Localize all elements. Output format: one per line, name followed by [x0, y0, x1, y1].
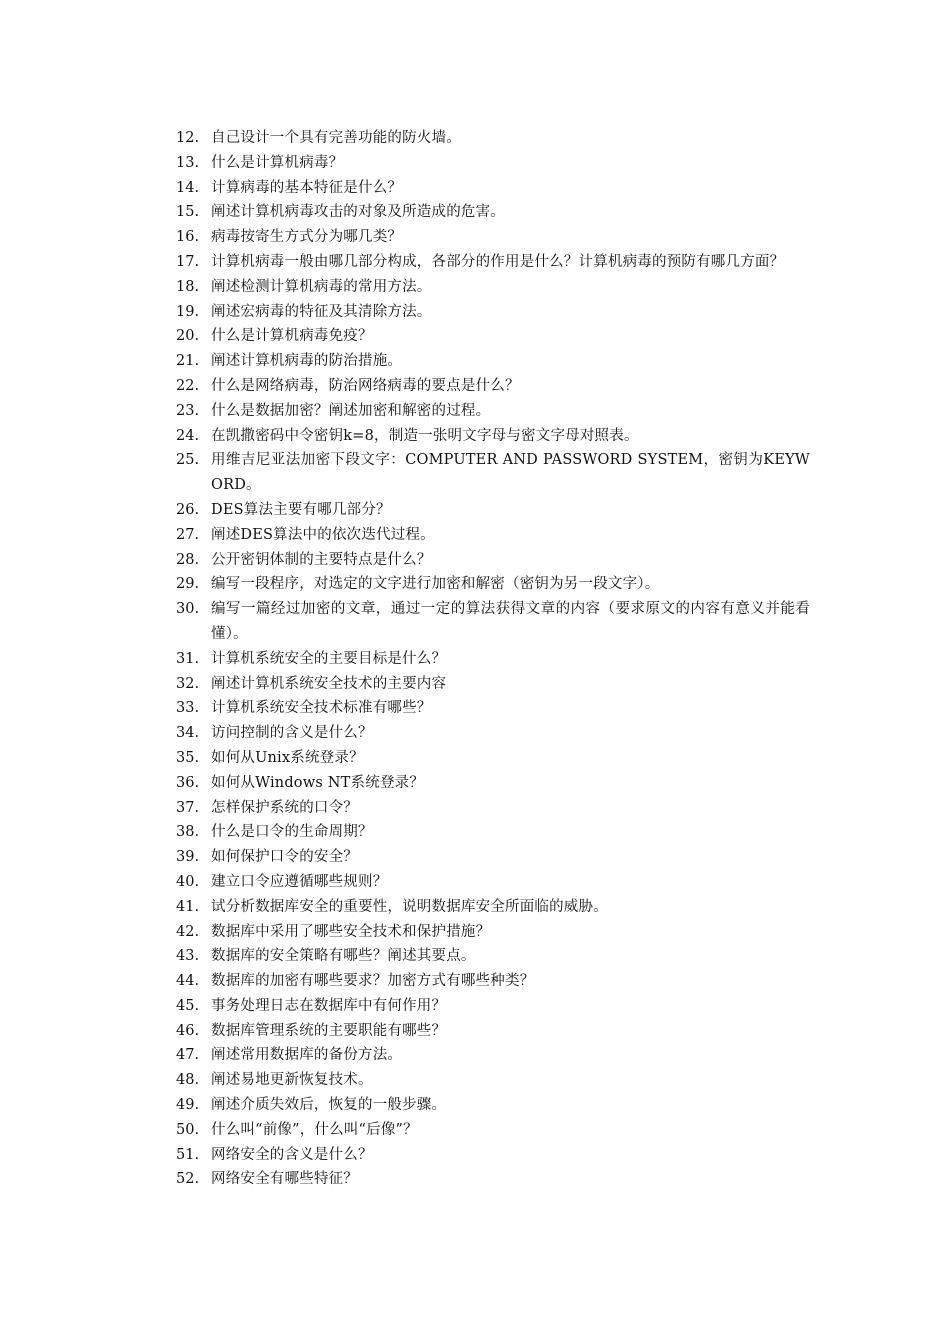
question-number: 35.: [176, 749, 200, 766]
question-text: 数据库的加密有哪些要求？加密方式有哪些种类？: [211, 973, 535, 990]
question-number: 47.: [176, 1047, 200, 1064]
question-text: 阐述计算机病毒的防治措施。: [211, 353, 403, 370]
question-item: [176, 523, 810, 548]
question-text: 阐述计算机病毒攻击的对象及所造成的危害。: [211, 204, 505, 221]
question-number: 46.: [176, 1022, 200, 1039]
question-text: 什么叫“前像”，什么叫“后像”？: [211, 1121, 418, 1138]
question-item: [176, 448, 810, 498]
question-text: 访问控制的含义是什么？: [211, 725, 373, 742]
question-item: [176, 399, 810, 424]
question-text: 网络安全的含义是什么？: [211, 1146, 373, 1163]
question-item: [176, 597, 810, 647]
question-item: [176, 845, 810, 870]
question-item: [176, 1068, 810, 1093]
question-number: 18.: [176, 278, 200, 295]
question-text: 阐述宏病毒的特征及其清除方法。: [211, 303, 432, 320]
question-text: 公开密钥体制的主要特点是什么？: [211, 551, 432, 568]
question-item: [176, 200, 810, 225]
question-text: 阐述易地更新恢复技术。: [211, 1072, 373, 1089]
question-number: 25.: [176, 452, 200, 469]
question-text: DES算法主要有哪几部分？: [211, 501, 391, 518]
question-number: 34.: [176, 725, 200, 742]
question-item: [176, 870, 810, 895]
question-number: 14.: [176, 179, 200, 196]
question-item: [176, 920, 810, 945]
question-item: [176, 1167, 810, 1192]
question-text: 在凯撒密码中令密钥k=8，制造一张明文字母与密文字母对照表。: [211, 427, 639, 444]
question-number: 48.: [176, 1072, 200, 1089]
question-text: 自己设计一个具有完善功能的防火墙。: [211, 130, 461, 146]
question-item: [176, 721, 810, 746]
question-text: 建立口令应遵循哪些规则？: [211, 873, 388, 890]
question-item: [176, 275, 810, 300]
question-item: [176, 498, 810, 523]
question-item: [176, 796, 810, 821]
question-item: [176, 151, 810, 176]
question-text: 试分析数据库安全的重要性，说明数据库安全所面临的威胁。: [211, 898, 608, 915]
question-number: 40.: [176, 873, 200, 890]
question-number: 30.: [176, 601, 200, 618]
question-number: 50.: [176, 1121, 200, 1138]
question-number: 41.: [176, 898, 200, 915]
question-item: [176, 1118, 810, 1143]
question-text: 什么是口令的生命周期？: [211, 824, 373, 841]
question-number: 27.: [176, 526, 200, 543]
question-text: 什么是计算机病毒免疫？: [211, 328, 373, 345]
question-item: [176, 176, 810, 201]
question-number: 38.: [176, 824, 200, 841]
question-text: 计算病毒的基本特征是什么？: [211, 179, 403, 196]
question-item: [176, 126, 810, 151]
question-text: 编写一篇经过加密的文章，通过一定的算法获得文章的内容（要求原文的内容有意义并能看懂）。: [211, 601, 810, 642]
question-item: [176, 250, 810, 275]
question-number: 52.: [176, 1171, 200, 1188]
question-item: [176, 1019, 810, 1044]
question-text: 编写一段程序，对选定的文字进行加密和解密（密钥为另一段文字）。: [211, 576, 660, 593]
question-item: [176, 994, 810, 1019]
question-item: [176, 969, 810, 994]
question-item: [176, 820, 810, 845]
question-number: 45.: [176, 997, 200, 1014]
question-text: 数据库管理系统的主要职能有哪些？: [211, 1022, 447, 1039]
question-item: [176, 1093, 810, 1118]
question-text: 阐述检测计算机病毒的常用方法。: [211, 278, 432, 295]
question-number: 12.: [176, 130, 200, 146]
question-number: 43.: [176, 948, 200, 965]
question-item: [176, 944, 810, 969]
question-text: 什么是计算机病毒？: [211, 154, 344, 171]
question-number: 15.: [176, 204, 200, 221]
question-text: 计算机系统安全的主要目标是什么？: [211, 650, 447, 667]
question-item: [176, 349, 810, 374]
question-item: [176, 324, 810, 349]
question-text: 阐述常用数据库的备份方法。: [211, 1047, 403, 1064]
question-item: [176, 1043, 810, 1068]
question-item: [176, 374, 810, 399]
question-item: [176, 548, 810, 573]
question-number: 28.: [176, 551, 200, 568]
question-number: 36.: [176, 774, 200, 791]
question-item: [176, 424, 810, 449]
question-item: [176, 672, 810, 697]
question-text: 阐述介质失效后，恢复的一般步骤。: [211, 1097, 447, 1114]
question-item: [176, 572, 810, 597]
question-item: [176, 1143, 810, 1168]
question-text: 什么是网络病毒，防治网络病毒的要点是什么？: [211, 377, 520, 394]
question-number: 39.: [176, 849, 200, 866]
question-number: 16.: [176, 229, 200, 246]
question-number: 17.: [176, 253, 200, 270]
question-item: [176, 895, 810, 920]
question-item: [176, 300, 810, 325]
question-item: [176, 647, 810, 672]
question-text: 什么是数据加密？阐述加密和解密的过程。: [211, 402, 491, 419]
question-text: 如何从Unix系统登录？: [211, 749, 364, 766]
question-number: 29.: [176, 576, 200, 593]
question-text: 怎样保护系统的口令？: [211, 799, 358, 816]
question-text: 用维吉尼亚法加密下段文字：COMPUTER AND PASSWORD SYSTEM，密钥为KEYWORD。: [211, 452, 810, 494]
question-number: 22.: [176, 377, 200, 394]
question-text: 阐述计算机系统安全技术的主要内容: [211, 675, 447, 692]
question-item: [176, 225, 810, 250]
question-number: 23.: [176, 402, 200, 419]
question-item: [176, 771, 810, 796]
question-number: 31.: [176, 650, 200, 667]
question-item: [176, 696, 810, 721]
question-number: 13.: [176, 154, 200, 171]
question-text: 数据库的安全策略有哪些？阐述其要点。: [211, 948, 476, 965]
question-number: 51.: [176, 1146, 200, 1163]
question-text: 数据库中采用了哪些安全技术和保护措施？: [211, 923, 491, 940]
question-number: 49.: [176, 1097, 200, 1114]
question-item: [176, 746, 810, 771]
question-list: [176, 126, 810, 1192]
question-number: 32.: [176, 675, 200, 692]
question-number: 44.: [176, 973, 200, 990]
question-number: 24.: [176, 427, 200, 444]
question-number: 42.: [176, 923, 200, 940]
question-number: 20.: [176, 328, 200, 345]
question-number: 26.: [176, 501, 200, 518]
question-number: 37.: [176, 799, 200, 816]
question-text: 如何从Windows NT系统登录？: [211, 774, 425, 791]
question-text: 事务处理日志在数据库中有何作用？: [211, 997, 447, 1014]
question-text: 如何保护口令的安全？: [211, 849, 358, 866]
question-number: 21.: [176, 353, 200, 370]
question-text: 计算机系统安全技术标准有哪些？: [211, 700, 432, 717]
question-text: 网络安全有哪些特征？: [211, 1171, 358, 1188]
question-text: 计算机病毒一般由哪几部分构成，各部分的作用是什么？计算机病毒的预防有哪几方面？: [211, 253, 785, 270]
question-text: 病毒按寄生方式分为哪几类？: [211, 229, 403, 246]
question-number: 33.: [176, 700, 200, 717]
question-text: 阐述DES算法中的依次迭代过程。: [211, 526, 435, 543]
question-number: 19.: [176, 303, 200, 320]
